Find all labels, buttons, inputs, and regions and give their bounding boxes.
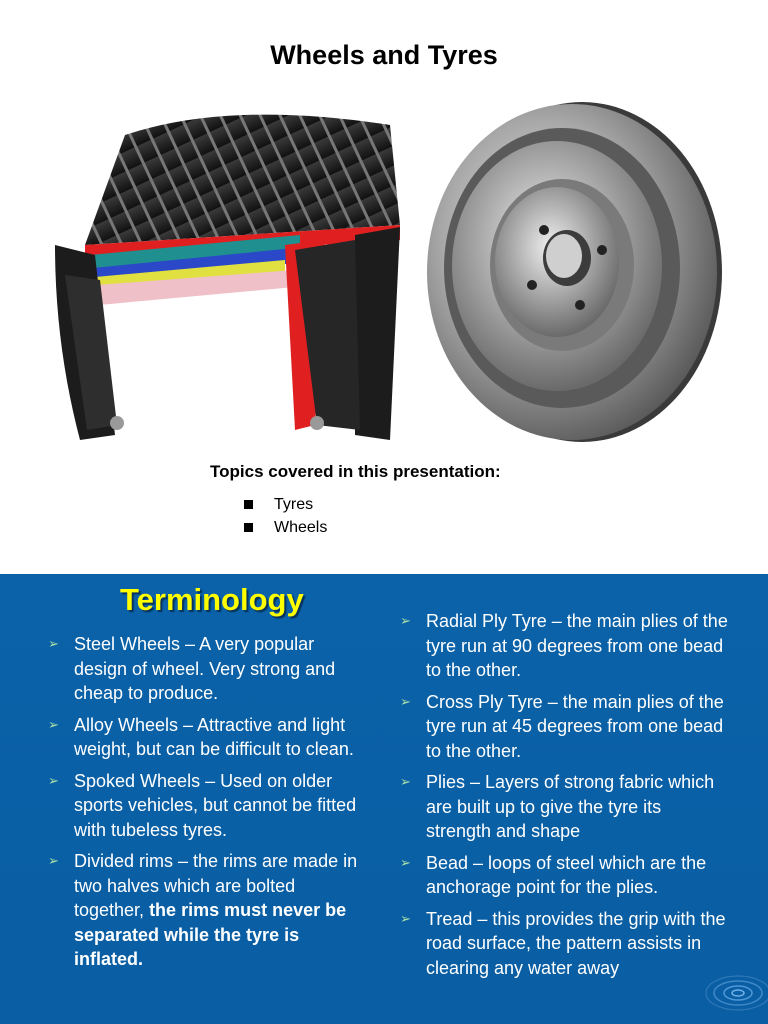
terminology-list-right	[396, 609, 731, 987]
arrow-bullet-icon: ➢	[400, 910, 411, 926]
list-item	[44, 713, 366, 762]
slide-terminology	[0, 574, 768, 1024]
list-item	[44, 769, 366, 843]
arrow-bullet-icon: ➢	[48, 636, 59, 651]
tyre-cross-section-image	[55, 105, 405, 440]
term-text: Bead – loops of steel which are the anchorage point for the plies.	[426, 852, 707, 897]
topics-heading: Topics covered in this presentation:	[210, 462, 501, 481]
term-warning-text: the rims must never be separated while the tyre is inflated.	[74, 900, 347, 969]
list-item	[396, 907, 731, 981]
list-item	[44, 632, 366, 706]
topic-label: Wheels	[274, 519, 328, 536]
slide-title: Wheels and Tyres	[270, 40, 498, 70]
list-item	[244, 516, 327, 539]
arrow-bullet-icon: ➢	[400, 613, 411, 628]
term-text: Divided rims – the rims are made in two halves which are bolted together,	[74, 851, 358, 920]
term-text: Tread – this provides the grip with the road surface, the pattern assists in clearing any water away	[426, 908, 726, 978]
terminology-list-left	[44, 632, 366, 979]
list-item	[396, 690, 731, 764]
arrow-bullet-icon: ➢	[48, 772, 59, 788]
square-bullet-icon	[244, 523, 253, 532]
water-ripple-icon	[700, 969, 768, 1019]
term-text: Radial Ply Tyre – the main plies of the tyre run at 90 degrees from one bead to the other.	[426, 611, 728, 680]
slide-title: Terminology	[120, 582, 304, 617]
list-item	[396, 770, 731, 844]
list-item	[396, 609, 731, 683]
term-text: Alloy Wheels – Attractive and light weight, but can be difficult to clean.	[74, 714, 354, 759]
term-text: Cross Ply Tyre – the main plies of the tyre run at 45 degrees from one bead to the other.	[426, 691, 724, 761]
term-text: Steel Wheels – A very popular design of wheel. Very strong and cheap to produce.	[74, 634, 336, 703]
arrow-bullet-icon: ➢	[400, 693, 411, 709]
topic-label: Tyres	[274, 496, 314, 513]
list-item	[396, 851, 731, 900]
arrow-bullet-icon: ➢	[400, 854, 411, 870]
term-text: Plies – Layers of strong fabric which are built up to give the tyre its strength and shape	[426, 772, 715, 841]
term-text: Spoked Wheels – Used on older sports vehicles, but cannot be fitted with tubeless tyres.	[74, 770, 357, 840]
arrow-bullet-icon: ➢	[400, 774, 411, 789]
square-bullet-icon	[244, 500, 253, 509]
arrow-bullet-icon: ➢	[48, 853, 59, 868]
list-item	[44, 849, 366, 972]
list-item	[244, 493, 327, 516]
arrow-bullet-icon: ➢	[48, 716, 59, 732]
steel-wheel-image	[402, 100, 722, 445]
topics-list	[244, 493, 327, 539]
